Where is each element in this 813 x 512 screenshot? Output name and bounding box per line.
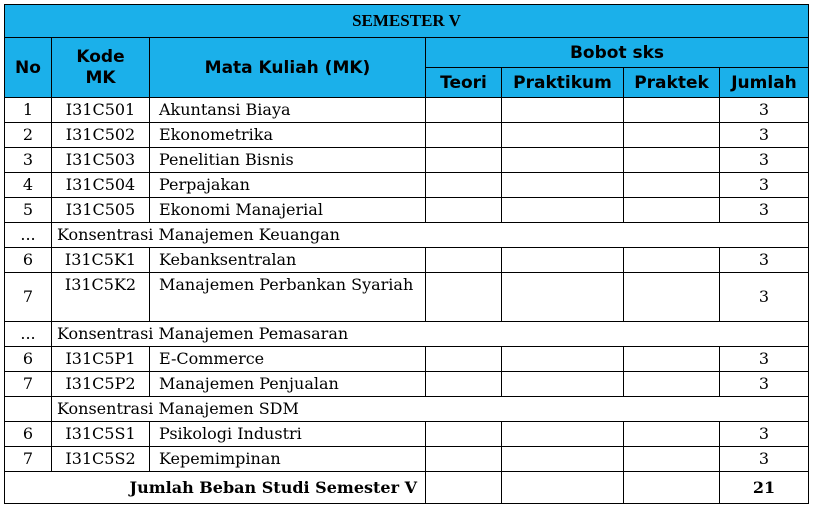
table-row xyxy=(5,198,809,223)
row-praktikum xyxy=(502,273,624,322)
row-teori xyxy=(426,347,502,372)
row-mata-kuliah: Manajemen Penjualan xyxy=(150,372,426,397)
header-kode-mk xyxy=(52,38,150,98)
row-jumlah: 3 xyxy=(720,148,809,173)
table-row xyxy=(5,98,809,123)
row-praktek xyxy=(624,372,720,397)
row-no: 6 xyxy=(5,422,52,447)
row-no: 5 xyxy=(5,198,52,223)
footer-total: 21 xyxy=(720,472,809,504)
row-no: 6 xyxy=(5,347,52,372)
table-row xyxy=(5,372,809,397)
row-praktikum xyxy=(502,198,624,223)
row-mata-kuliah: Akuntansi Biaya xyxy=(150,98,426,123)
row-kode: I31C504 xyxy=(52,173,150,198)
konsentrasi-no: ... xyxy=(5,322,52,347)
row-praktek xyxy=(624,173,720,198)
table-row xyxy=(5,248,809,273)
row-kode: I31C5P2 xyxy=(52,372,150,397)
footer-praktek xyxy=(624,472,720,504)
footer-label: Jumlah Beban Studi Semester V xyxy=(5,472,426,504)
row-jumlah: 3 xyxy=(720,198,809,223)
row-mata-kuliah: Kepemimpinan xyxy=(150,447,426,472)
row-jumlah: 3 xyxy=(720,98,809,123)
row-teori xyxy=(426,447,502,472)
row-mata-kuliah: Ekonomi Manajerial xyxy=(150,198,426,223)
header-teori: Teori xyxy=(426,68,502,98)
row-praktek xyxy=(624,123,720,148)
konsentrasi-label: Konsentrasi Manajemen SDM xyxy=(52,397,809,422)
semester-table xyxy=(4,4,809,504)
row-jumlah: 3 xyxy=(720,447,809,472)
row-praktikum xyxy=(502,347,624,372)
row-kode: I31C5K1 xyxy=(52,248,150,273)
konsentrasi-label: Konsentrasi Manajemen Pemasaran xyxy=(52,322,809,347)
row-praktek xyxy=(624,98,720,123)
row-mata-kuliah: Kebanksentralan xyxy=(150,248,426,273)
row-praktek xyxy=(624,422,720,447)
row-praktikum xyxy=(502,123,624,148)
konsentrasi-no: ... xyxy=(5,223,52,248)
footer-teori xyxy=(426,472,502,504)
row-kode: I31C503 xyxy=(52,148,150,173)
table-row xyxy=(5,148,809,173)
header-jumlah: Jumlah xyxy=(720,68,809,98)
konsentrasi-label: Konsentrasi Manajemen Keuangan xyxy=(52,223,809,248)
row-praktek xyxy=(624,148,720,173)
row-jumlah: 3 xyxy=(720,248,809,273)
row-kode: I31C501 xyxy=(52,98,150,123)
header-no: No xyxy=(5,38,52,98)
row-no: 2 xyxy=(5,123,52,148)
header-mata-kuliah: Mata Kuliah (MK) xyxy=(150,38,426,98)
row-kode: I31C5S2 xyxy=(52,447,150,472)
row-praktikum xyxy=(502,372,624,397)
row-praktikum xyxy=(502,422,624,447)
table-row xyxy=(5,447,809,472)
row-mata-kuliah: Ekonometrika xyxy=(150,123,426,148)
row-praktikum xyxy=(502,447,624,472)
table-row xyxy=(5,347,809,372)
table-row xyxy=(5,173,809,198)
row-kode: I31C505 xyxy=(52,198,150,223)
konsentrasi-row xyxy=(5,223,809,248)
row-praktek xyxy=(624,198,720,223)
header-bobot-sks: Bobot sks xyxy=(426,38,809,68)
row-no: 7 xyxy=(5,273,52,322)
row-mata-kuliah: E-Commerce xyxy=(150,347,426,372)
row-mata-kuliah: Perpajakan xyxy=(150,173,426,198)
table-row xyxy=(5,273,809,322)
row-praktek xyxy=(624,248,720,273)
row-kode: I31C5S1 xyxy=(52,422,150,447)
header-praktek: Praktek xyxy=(624,68,720,98)
row-no: 1 xyxy=(5,98,52,123)
row-teori xyxy=(426,98,502,123)
row-jumlah: 3 xyxy=(720,372,809,397)
row-jumlah: 3 xyxy=(720,347,809,372)
row-teori xyxy=(426,148,502,173)
header-praktikum: Praktikum xyxy=(502,68,624,98)
konsentrasi-row xyxy=(5,322,809,347)
row-praktikum xyxy=(502,248,624,273)
table-row xyxy=(5,422,809,447)
footer-praktikum xyxy=(502,472,624,504)
row-teori xyxy=(426,273,502,322)
row-mata-kuliah: Manajemen Perbankan Syariah xyxy=(150,273,426,322)
row-jumlah: 3 xyxy=(720,273,809,322)
header-kode-mk-text: Kode MK xyxy=(76,46,125,88)
row-teori xyxy=(426,422,502,447)
row-teori xyxy=(426,198,502,223)
row-no: 4 xyxy=(5,173,52,198)
row-mata-kuliah: Psikologi Industri xyxy=(150,422,426,447)
row-no: 7 xyxy=(5,372,52,397)
row-teori xyxy=(426,173,502,198)
footer-row xyxy=(5,472,809,504)
row-teori xyxy=(426,123,502,148)
table-title: SEMESTER V xyxy=(5,5,809,38)
row-no: 7 xyxy=(5,447,52,472)
row-teori xyxy=(426,248,502,273)
row-jumlah: 3 xyxy=(720,123,809,148)
table-row xyxy=(5,123,809,148)
row-teori xyxy=(426,372,502,397)
row-praktikum xyxy=(502,173,624,198)
row-praktikum xyxy=(502,98,624,123)
row-praktikum xyxy=(502,148,624,173)
row-praktek xyxy=(624,447,720,472)
row-jumlah: 3 xyxy=(720,422,809,447)
row-no: 3 xyxy=(5,148,52,173)
konsentrasi-row xyxy=(5,397,809,422)
row-kode: I31C502 xyxy=(52,123,150,148)
row-no: 6 xyxy=(5,248,52,273)
row-jumlah: 3 xyxy=(720,173,809,198)
konsentrasi-no xyxy=(5,397,52,422)
row-mata-kuliah: Penelitian Bisnis xyxy=(150,148,426,173)
row-kode: I31C5P1 xyxy=(52,347,150,372)
row-kode: I31C5K2 xyxy=(52,273,150,322)
row-praktek xyxy=(624,347,720,372)
row-praktek xyxy=(624,273,720,322)
